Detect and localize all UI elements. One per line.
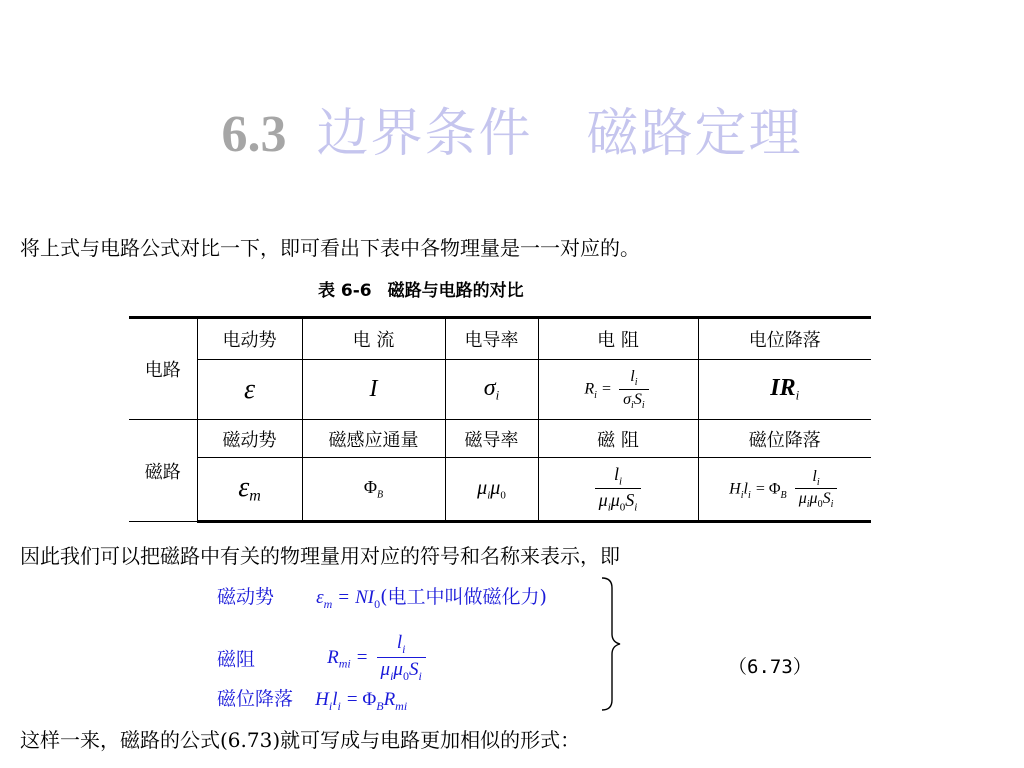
header-mmf: 磁动势 [197, 420, 302, 458]
symbol-flux: $\Phi_B$ [302, 458, 445, 522]
header-magnetic-flux: 磁感应通量 [302, 420, 445, 458]
row-label-magnetic: 磁路 [129, 420, 197, 522]
equation-number: （6.73） [728, 656, 812, 678]
header-emf: 电动势 [197, 318, 302, 360]
header-reluctance: 磁 阻 [538, 420, 698, 458]
row-label-circuit: 电路 [129, 318, 197, 420]
table-caption-label: 表 6-6 [318, 281, 372, 301]
formula-reluctance: $\frac{l_i}{\mu_i\mu_0S_i}$ [538, 458, 698, 522]
header-current: 电 流 [302, 318, 445, 360]
mmf-label: 磁动势 [217, 586, 275, 608]
table-row [129, 318, 871, 360]
table-caption-text: 磁路与电路的对比 [387, 281, 524, 301]
symbol-permeability: $\mu_i\mu_0$ [445, 458, 538, 522]
slide-title [0, 102, 1024, 167]
section-title: 边界条件 磁路定理 [316, 104, 803, 164]
header-permeability: 磁导率 [445, 420, 538, 458]
header-conductivity: 电导率 [445, 318, 538, 360]
formula-magnetic-drop-def: 磁位降落 $H_il_i = \Phi_BR_{mi}$ [217, 688, 408, 713]
formula-mmf: 磁动势 $\varepsilon_m = NI_0$(电工中叫做磁化力) [217, 586, 547, 611]
header-potential-drop: 电位降落 [698, 318, 871, 360]
table-caption [318, 276, 524, 301]
mmf-note: (电工中叫做磁化力) [380, 586, 547, 608]
table-row [129, 458, 871, 522]
formula-reluctance-def: 磁阻 $R_{mi}$ = $\frac{l_i}{\mu_i\mu_0S_i}$ [217, 632, 429, 684]
symbol-emf: ε [197, 360, 302, 420]
symbol-conductivity: $\sigma_i$ [445, 360, 538, 420]
table-row [129, 360, 871, 420]
header-magnetic-drop: 磁位降落 [698, 420, 871, 458]
reluctance-label: 磁阻 [217, 648, 256, 671]
section-number: 6.3 [221, 106, 287, 163]
header-resistance: 电 阻 [538, 318, 698, 360]
symbol-potential-drop: $IR_i$ [698, 360, 871, 420]
explanation-paragraph: 因此我们可以把磁路中有关的物理量用对应的符号和名称来表示，即 [20, 544, 620, 568]
table-row [129, 420, 871, 458]
formula-magnetic-drop: $H_il_i = \Phi_B$ $\frac{l_i}{\mu_i\mu_0S_i}$ [698, 458, 871, 522]
symbol-current: I [302, 360, 445, 420]
symbol-mmf: $\varepsilon_m$ [197, 458, 302, 522]
right-brace-icon [598, 576, 628, 712]
formula-resistance: $R_i$ = $\frac{l_i}{\sigma_iS_i}$ [538, 360, 698, 420]
drop-label: 磁位降落 [217, 688, 294, 710]
outro-paragraph: 这样一来，磁路的公式(6.73)就可写成与电路更加相似的形式： [20, 728, 581, 752]
comparison-table [129, 316, 871, 523]
intro-paragraph: 将上式与电路公式对比一下，即可看出下表中各物理量是一一对应的。 [20, 236, 640, 260]
